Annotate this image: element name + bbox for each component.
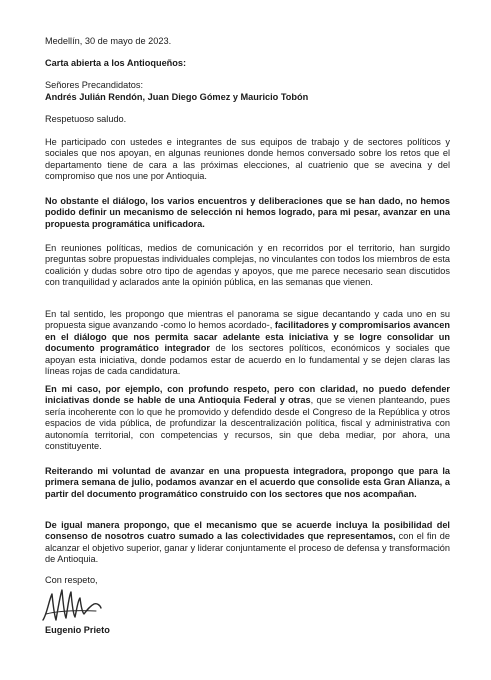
paragraph-4-text-c: de los sectores políticos, económicos y sociales que apoyan esta iniciativa, donde podamos estar de acuerdo en lo fundamental y se dejen claras las líneas rojas de cada candidatura. [45, 343, 450, 377]
paragraph-6: Reiterando mi voluntad de avanzar en una propuesta integradora, propongo que para la primera semana de julio, podamos avanzar en el acuerdo que consolide esta Gran Alianza, a partir del documento programático construido con los sectores que nos acompañan. [45, 466, 450, 499]
paragraph-1: He participado con ustedes e integrantes de sus equipos de trabajo y de sectores políticos y sociales que nos apoyan, en algunas reuniones donde hemos conversado sobre los retos que el departamento tiene de cara a las próximas elecciones, al cuatrienio que se avecina y del compromiso que nos une por Antioquia. [45, 137, 450, 182]
letter-date: Medellín, 30 de mayo de 2023. [45, 36, 172, 46]
greeting: Respetuoso saludo. [45, 114, 127, 124]
closing: Con respeto, [45, 575, 98, 585]
salutation-title: Señores Precandidatos: [45, 80, 144, 90]
paragraph-5-bold: En mi caso, por ejemplo, con profundo respeto, pero con claridad, no puedo defender iniciativas donde se hable de una Antioquia Federal y otras [45, 384, 450, 406]
letter-heading: Carta abierta a los Antioqueños: [45, 58, 187, 68]
paragraph-5 [45, 384, 450, 452]
salutation-names: Andrés Julián Rendón, Juan Diego Gómez y Mauricio Tobón [45, 92, 309, 102]
paragraph-7 [45, 520, 450, 566]
paragraph-7-bold: De igual manera propongo, que el mecanismo que se acuerde incluya la posibilidad del consenso de nosotros cuatro sumado a las colectividades que representamos, [45, 520, 450, 542]
paragraph-5-text: , que se vienen planteando, pues sería incoherente con lo que he promovido y defendido desde el Congreso de la República y otros espacios de vida pública, de profundizar la descentralización política, fiscal y administrativa con autonomía territorial, con competencias y recursos, sin que deba mediar, por ahora, una constituyente. [45, 395, 450, 452]
paragraph-3: En reuniones políticas, medios de comunicación y en recorridos por el territorio, han surgido preguntas sobre propuestas individuales complejas, no vinculantes con todos los miembros de esta coalición y dudas sobre otro tipo de agendas y apoyos, que me parece necesario sean discutidos con tranquilidad y aclarados ante la opinión pública, en las semanas que vienen. [45, 243, 450, 288]
handwritten-signature [40, 584, 102, 624]
paragraph-2: No obstante el diálogo, los varios encuentros y deliberaciones que se han dado, no hemos podido definir un mecanismo de selección ni hemos logrado, para mi pesar, avanzar en una propuesta programática unificadora. [45, 196, 450, 229]
paragraph-4 [45, 309, 450, 377]
paragraph-4-text-a: En tal sentido, les propongo que mientras el panorama se sigue decantando y cada uno en su propuesta sigue avanzando -como lo hemos acordado-, [45, 309, 450, 331]
signer-name: Eugenio Prieto [45, 625, 110, 635]
paragraph-7-text: con el fin de alcanzar el objetivo superior, ganar y liderar conjuntamente el proceso de defensa y transformación de Antioquia. [45, 531, 450, 565]
paragraph-4-bold: facilitadores y compromisarios avancen en el diálogo que nos permita sacar adelante esta iniciativa y se logre consolidar un documento programático integrador [45, 320, 450, 354]
